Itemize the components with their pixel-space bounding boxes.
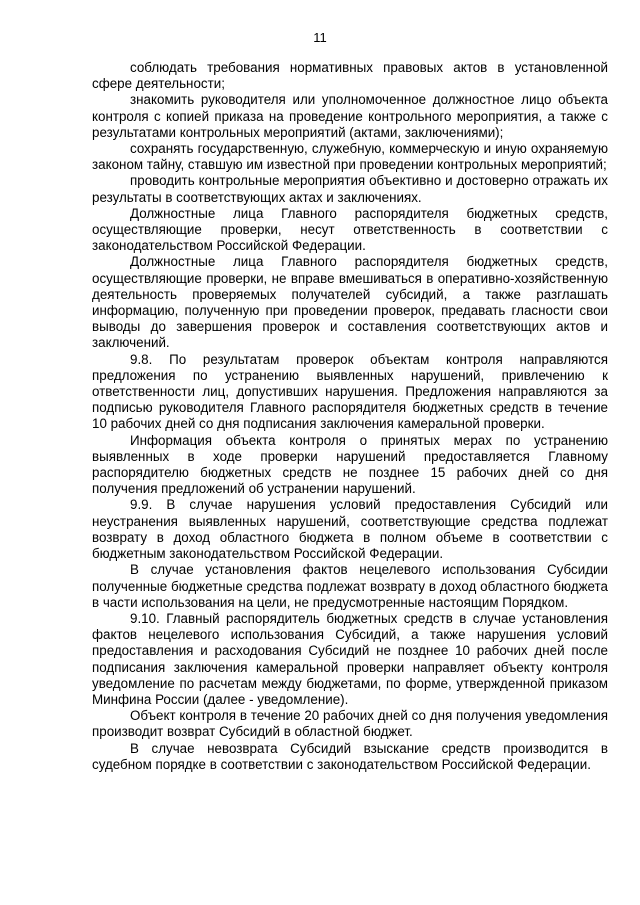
paragraph-9-10: 9.10. Главный распорядитель бюджетных средств в случае установления фактов нецелевого использования Субсидий, а также нарушения условий предоставления и расходования Субсидий не позднее 10 рабочих дней после подписания заключения камеральной проверки направляет объекту контроля уведомление по расчетам между бюджетами, по форме, утвержденной приказом Минфина России (далее - уведомление).	[92, 610, 608, 707]
paragraph-9-8: 9.8. По результатам проверок объектам контроля направляются предложения по устранению выявленных нарушений, привлечению к ответственности лиц, допустивших нарушения. Предложения направляются за подписью руководителя Главного распорядителя бюджетных средств в течение 10 рабочих дней со дня подписания заключения камеральной проверки.	[92, 351, 608, 432]
paragraph: Должностные лица Главного распорядителя бюджетных средств, осуществляющие проверки, не вправе вмешиваться в оперативно-хозяйственную деятельность проверяемых получателей субсидий, а также разглашать информацию, полученную при проведении проверок, предавать гласности свои выводы до завершения проверок и составления соответствующих актов и заключений.	[92, 254, 608, 351]
paragraph: Должностные лица Главного распорядителя бюджетных средств, осуществляющие проверки, несут ответственность в соответствии с законодательством Российской Федерации.	[92, 205, 608, 254]
paragraph-9-9: 9.9. В случае нарушения условий предоставления Субсидий или неустранения выявленных нарушений, соответствующие средства подлежат возврату в доход областного бюджета в полном объеме в соответствии с бюджетным законодательством Российской Федерации.	[92, 497, 608, 562]
paragraph: В случае невозврата Субсидий взыскание средств производится в судебном порядке в соответствии с законодательством Российской Федерации.	[92, 740, 608, 772]
page-number: 11	[313, 30, 327, 45]
paragraph: В случае установления фактов нецелевого использования Субсидии полученные бюджетные средства подлежат возврату в доход областного бюджета в части использования на цели, не предусмотренные настоящим Порядком.	[92, 562, 608, 610]
paragraph: соблюдать требования нормативных правовых актов в установленной сфере деятельности;	[92, 60, 608, 92]
paragraph: Информация объекта контроля о принятых мерах по устранению выявленных в ходе проверки нарушений предоставляется Главному распорядителю бюджетных средств не позднее 15 рабочих дней со дня получения предложений об устранении нарушений.	[92, 432, 608, 497]
document-body	[92, 60, 608, 773]
paragraph: проводить контрольные мероприятия объективно и достоверно отражать их результаты в соответствующих актах и заключениях.	[92, 173, 608, 205]
paragraph: сохранять государственную, служебную, коммерческую и иную охраняемую законом тайну, ставшую им известной при проведении контрольных мероприятий;	[92, 141, 608, 173]
paragraph: Объект контроля в течение 20 рабочих дней со дня получения уведомления производит возврат Субсидий в областной бюджет.	[92, 708, 608, 740]
paragraph: знакомить руководителя или уполномоченное должностное лицо объекта контроля с копией приказа на проведение контрольного мероприятия, а также с результатами контрольных мероприятий (актами, заключениями);	[92, 92, 608, 140]
